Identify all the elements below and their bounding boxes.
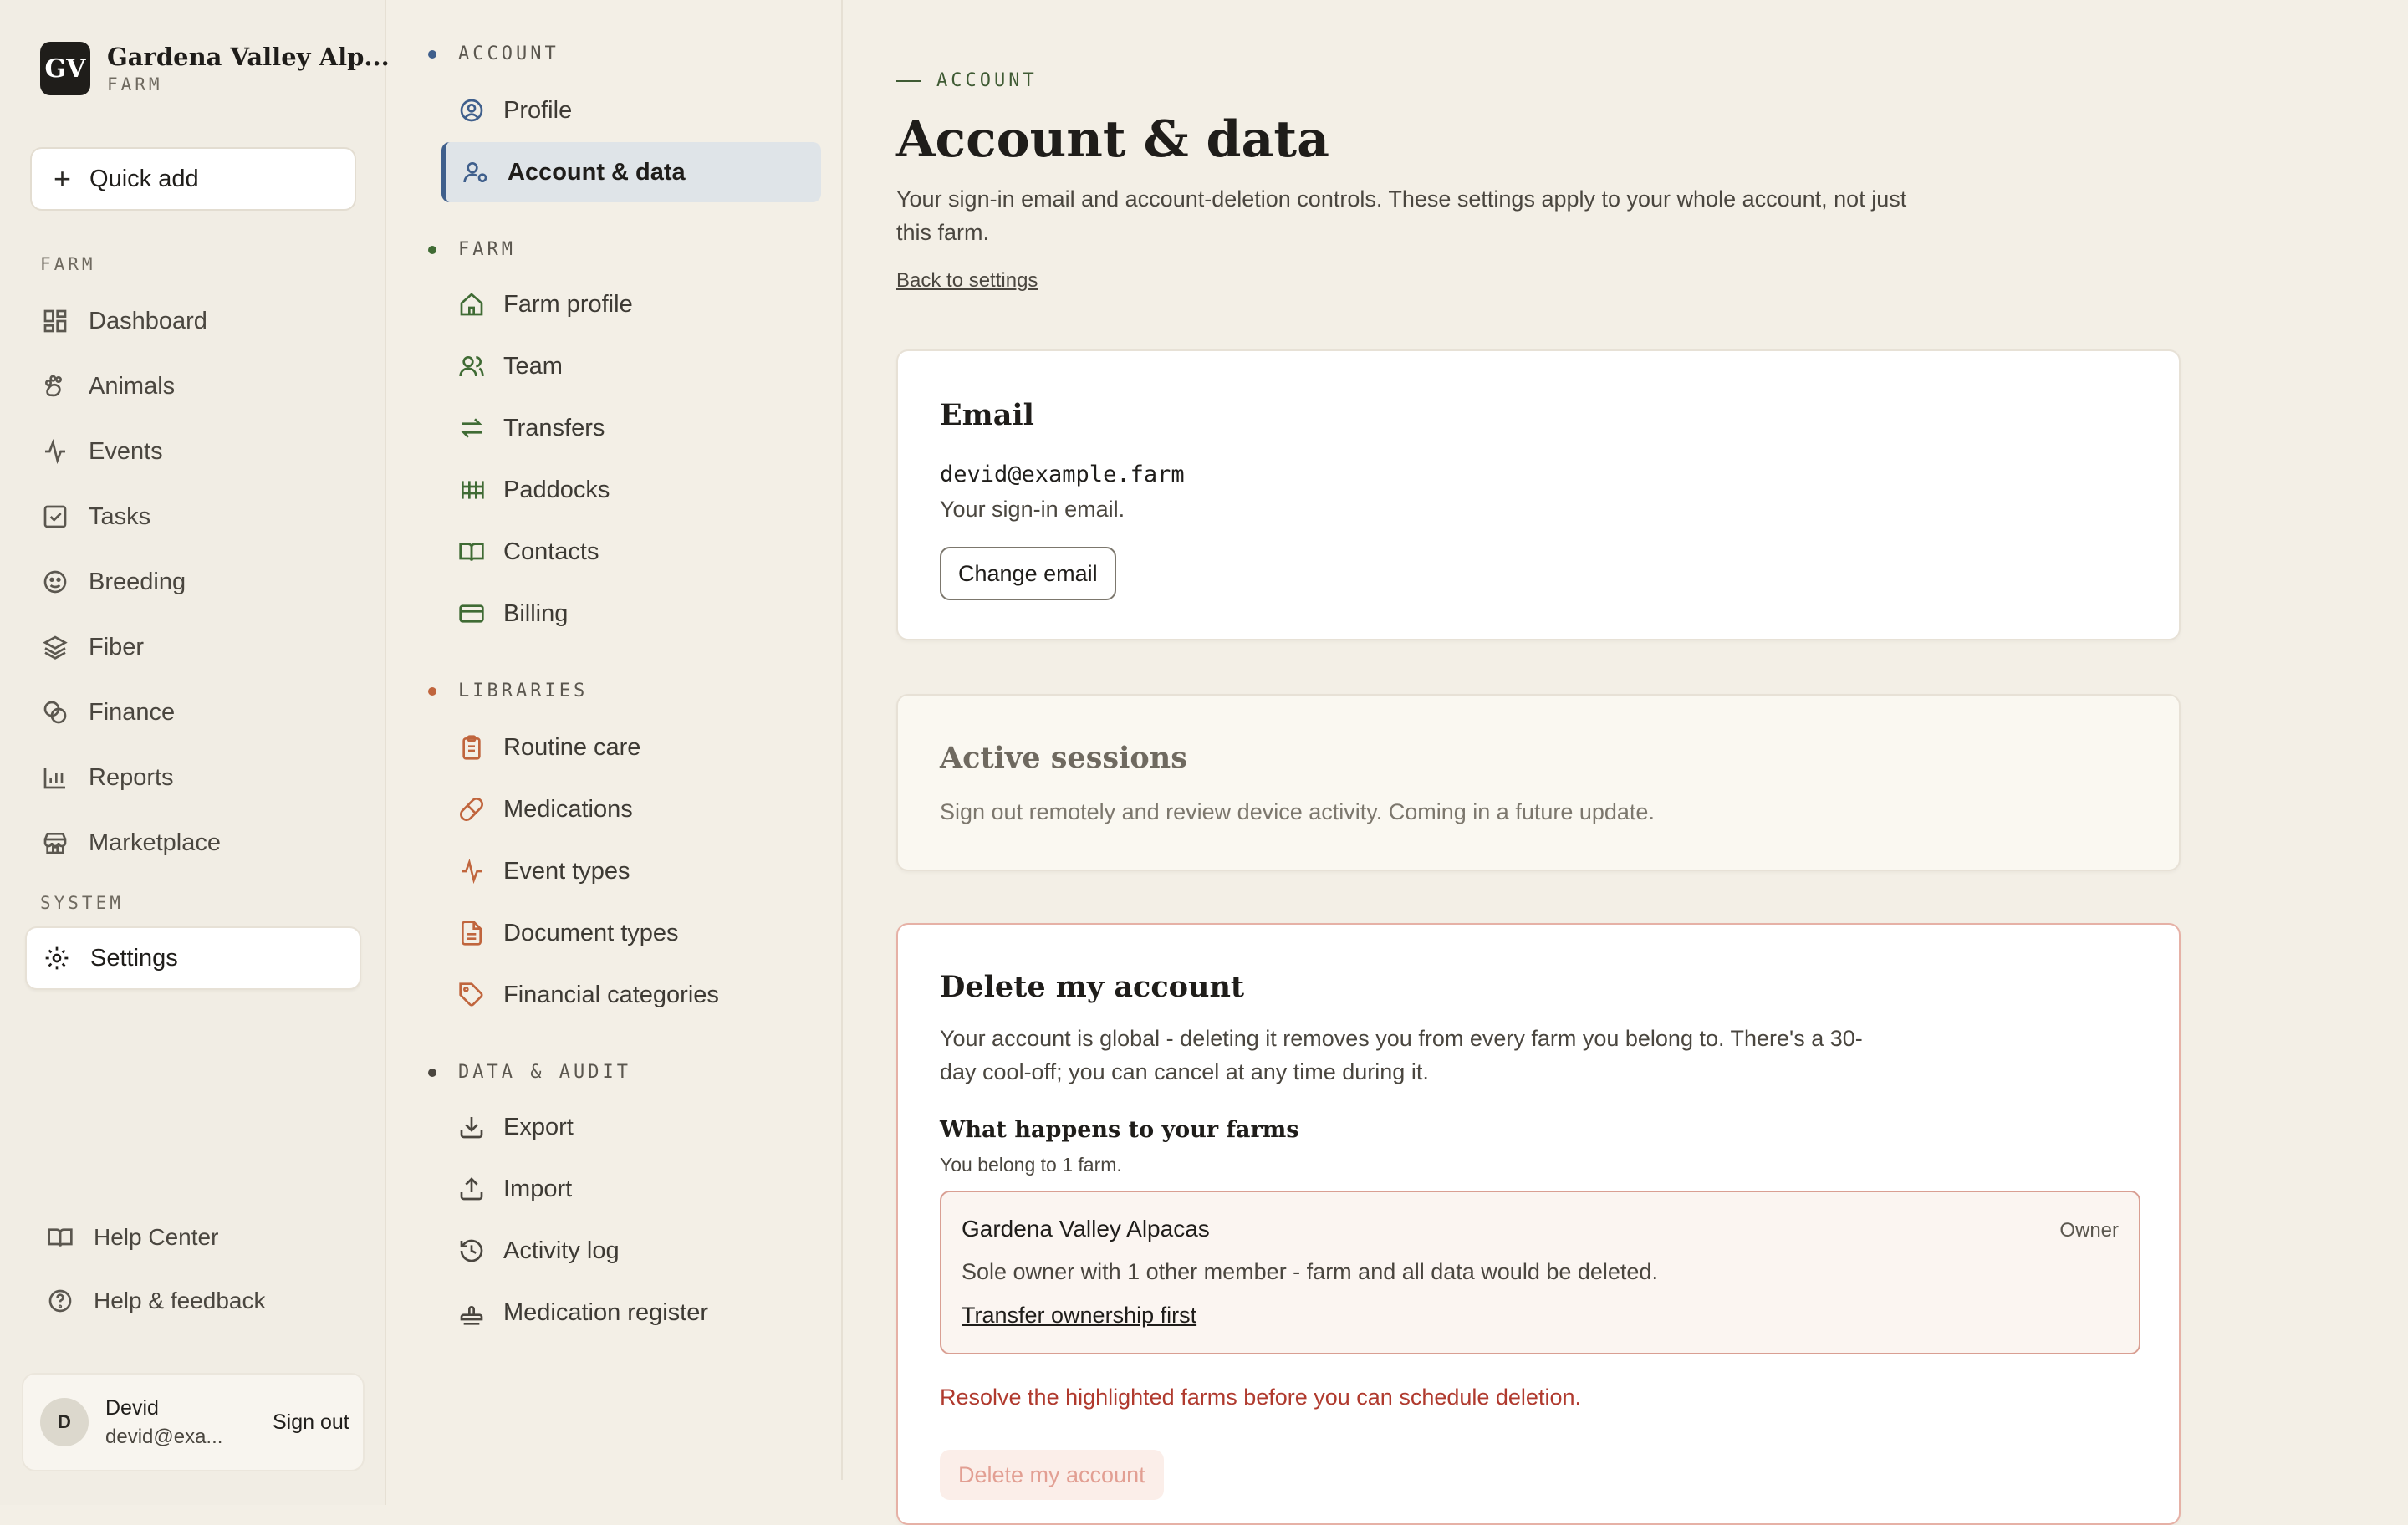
farm-dot-icon [428,246,436,254]
check-square-icon [42,503,69,530]
farms-count: You belong to 1 farm. [940,1154,1122,1176]
book-open-icon [458,538,485,565]
eyebrow-line [896,80,921,82]
subnav-import-label: Import [503,1175,573,1202]
help-feedback-link[interactable] [30,1276,356,1326]
subnav-import[interactable] [441,1159,834,1219]
arrows-swap-icon [458,415,485,441]
nav-reports[interactable] [25,746,361,809]
download-icon [458,1114,485,1140]
eyebrow-text: ACCOUNT [936,70,1038,91]
history-icon [458,1237,485,1264]
transfer-ownership-link[interactable]: Transfer ownership first [962,1303,1197,1328]
clipboard-icon [458,734,485,761]
delete-account-card [896,923,2181,1525]
farm-label: FARM [107,74,163,94]
subnav-document-types[interactable] [441,903,834,963]
smile-icon [42,569,69,595]
nav-marketplace[interactable] [25,811,361,875]
subnav-libraries-text: LIBRARIES [458,681,589,701]
help-center-link[interactable] [30,1212,356,1262]
nav-fiber[interactable] [25,615,361,679]
nav-animals[interactable] [25,354,361,418]
nav-finance-label: Finance [89,698,176,726]
farm-section-label: FARM [40,254,96,274]
subnav-medications-label: Medications [503,795,633,823]
nav-tasks-label: Tasks [89,502,151,530]
nav-events-label: Events [89,437,163,465]
subnav-event-types-label: Event types [503,857,630,885]
subnav-contacts[interactable] [441,522,834,582]
subnav-medication-register-label: Medication register [503,1298,708,1326]
farm-brand[interactable] [40,42,390,95]
sessions-card-text: Sign out remotely and review device activity. Coming in a future update. [940,799,1655,824]
nav-tasks[interactable] [25,485,361,548]
account-dot-icon [428,50,436,59]
subnav-financial-categories[interactable] [441,965,834,1025]
subnav-document-types-label: Document types [503,919,679,946]
subnav-event-types[interactable] [441,841,834,901]
delete-card-title: Delete my account [940,970,1245,1004]
grid-icon [42,308,69,334]
subnav-team-label: Team [503,352,563,380]
subnav-export[interactable] [441,1097,834,1157]
nav-reports-label: Reports [89,763,174,791]
help-center-label: Help Center [94,1224,219,1250]
data-dot-icon [428,1069,436,1077]
gear-icon [43,945,70,972]
impact-farm-role: Owner [2059,1219,2119,1242]
help-circle-icon [47,1288,74,1314]
email-value: devid@example.farm [940,462,1185,487]
plus-icon: + [54,161,72,196]
system-section-label: SYSTEM [40,893,124,913]
subnav-financial-categories-label: Financial categories [503,981,719,1008]
subnav-medications[interactable] [441,779,834,839]
subnav-paddocks-label: Paddocks [503,476,610,503]
subnav-farm-text: FARM [458,239,516,260]
subnav-export-label: Export [503,1113,574,1140]
subnav-billing[interactable] [441,584,834,644]
activity-icon [42,438,69,465]
farm-name: Gardena Valley Alp... [107,43,390,71]
stamp-icon [458,1299,485,1326]
subnav-activity-log-label: Activity log [503,1237,620,1264]
subnav-farm-profile[interactable] [441,274,834,334]
back-to-settings-link[interactable]: Back to settings [896,269,1038,292]
subnav-account-label [458,43,559,64]
coins-icon [42,699,69,726]
home-icon [458,291,485,318]
impact-farm-name: Gardena Valley Alpacas [962,1216,1210,1242]
farm-logo: GV [40,42,90,95]
nav-settings-label: Settings [90,944,178,972]
nav-fiber-label: Fiber [89,633,145,660]
help-feedback-label: Help & feedback [94,1288,266,1313]
subnav-billing-label: Billing [503,599,569,627]
nav-settings[interactable] [25,926,361,990]
quick-add-button[interactable] [30,147,356,211]
bar-chart-icon [42,764,69,791]
sessions-card-title: Active sessions [940,741,1187,775]
subnav-paddocks[interactable] [441,460,834,520]
fence-icon [458,477,485,503]
paw-icon [42,373,69,400]
user-name: Devid [105,1395,159,1420]
settings-subnav [388,0,843,1480]
nav-marketplace-label: Marketplace [89,829,221,856]
subnav-routine-care-label: Routine care [503,733,641,761]
nav-breeding-label: Breeding [89,568,186,595]
sign-out-button[interactable]: Sign out [273,1410,349,1434]
subnav-farm-label [458,239,516,260]
nav-dashboard[interactable] [25,289,361,353]
subnav-transfers-label: Transfers [503,414,605,441]
book-icon [47,1224,74,1251]
page-eyebrow [896,70,1038,91]
quick-add-label: Quick add [89,165,199,192]
user-circle-icon [458,97,485,124]
subnav-profile[interactable] [441,80,834,140]
pill-icon [458,796,485,823]
subnav-libraries-label [458,681,588,701]
nav-dashboard-label: Dashboard [89,307,207,334]
subnav-activity-log[interactable] [441,1221,834,1281]
file-text-icon [458,920,485,946]
subnav-data-label [458,1062,631,1083]
subnav-account-text: ACCOUNT [458,43,559,64]
subnav-data-text: DATA & AUDIT [458,1062,631,1083]
subnav-medication-register[interactable] [441,1283,834,1343]
delete-error-message: Resolve the highlighted farms before you can schedule deletion. [940,1385,1581,1410]
user-gear-icon [462,159,489,186]
subnav-contacts-label: Contacts [503,538,599,565]
user-email: devid@exa... [105,1425,223,1448]
users-icon [458,353,485,380]
email-caption: Your sign-in email. [940,497,1125,522]
subnav-transfers[interactable] [441,398,834,458]
avatar: D [40,1398,89,1446]
activity-icon [458,858,485,885]
change-email-button[interactable]: Change email [940,547,1116,600]
subnav-account-data[interactable] [441,142,821,202]
subnav-account-data-label: Account & data [508,158,686,186]
primary-sidebar [0,0,390,1505]
subnav-farm-profile-label: Farm profile [503,290,633,318]
farms-heading: What happens to your farms [940,1117,1299,1143]
nav-breeding[interactable] [25,550,361,614]
email-card-title: Email [940,398,1034,432]
impact-farm-description: Sole owner with 1 other member - farm and all data would be deleted. [962,1259,1658,1284]
nav-animals-label: Animals [89,372,176,400]
subnav-team[interactable] [441,336,834,396]
subnav-routine-care[interactable] [441,717,834,778]
page-title: Account & data [896,110,1329,169]
farm-impact-box [940,1191,2140,1354]
upload-icon [458,1176,485,1202]
user-card [22,1373,365,1471]
layers-icon [42,634,69,660]
nav-events[interactable] [25,420,361,483]
email-card [896,349,2181,640]
store-icon [42,829,69,856]
delete-card-description: Your account is global - deleting it removes you from every farm you belong to. There's a 30-day cool-off; you can cancel at any time during it. [940,1026,1863,1084]
nav-finance[interactable] [25,681,361,744]
subnav-profile-label: Profile [503,96,573,124]
tag-icon [458,982,485,1008]
delete-account-button[interactable]: Delete my account [940,1450,1164,1500]
libraries-dot-icon [428,687,436,696]
page-description: Your sign-in email and account-deletion controls. These settings apply to your whole account, not just this farm. [896,186,1907,245]
active-sessions-card [896,694,2181,871]
credit-card-icon [458,600,485,627]
